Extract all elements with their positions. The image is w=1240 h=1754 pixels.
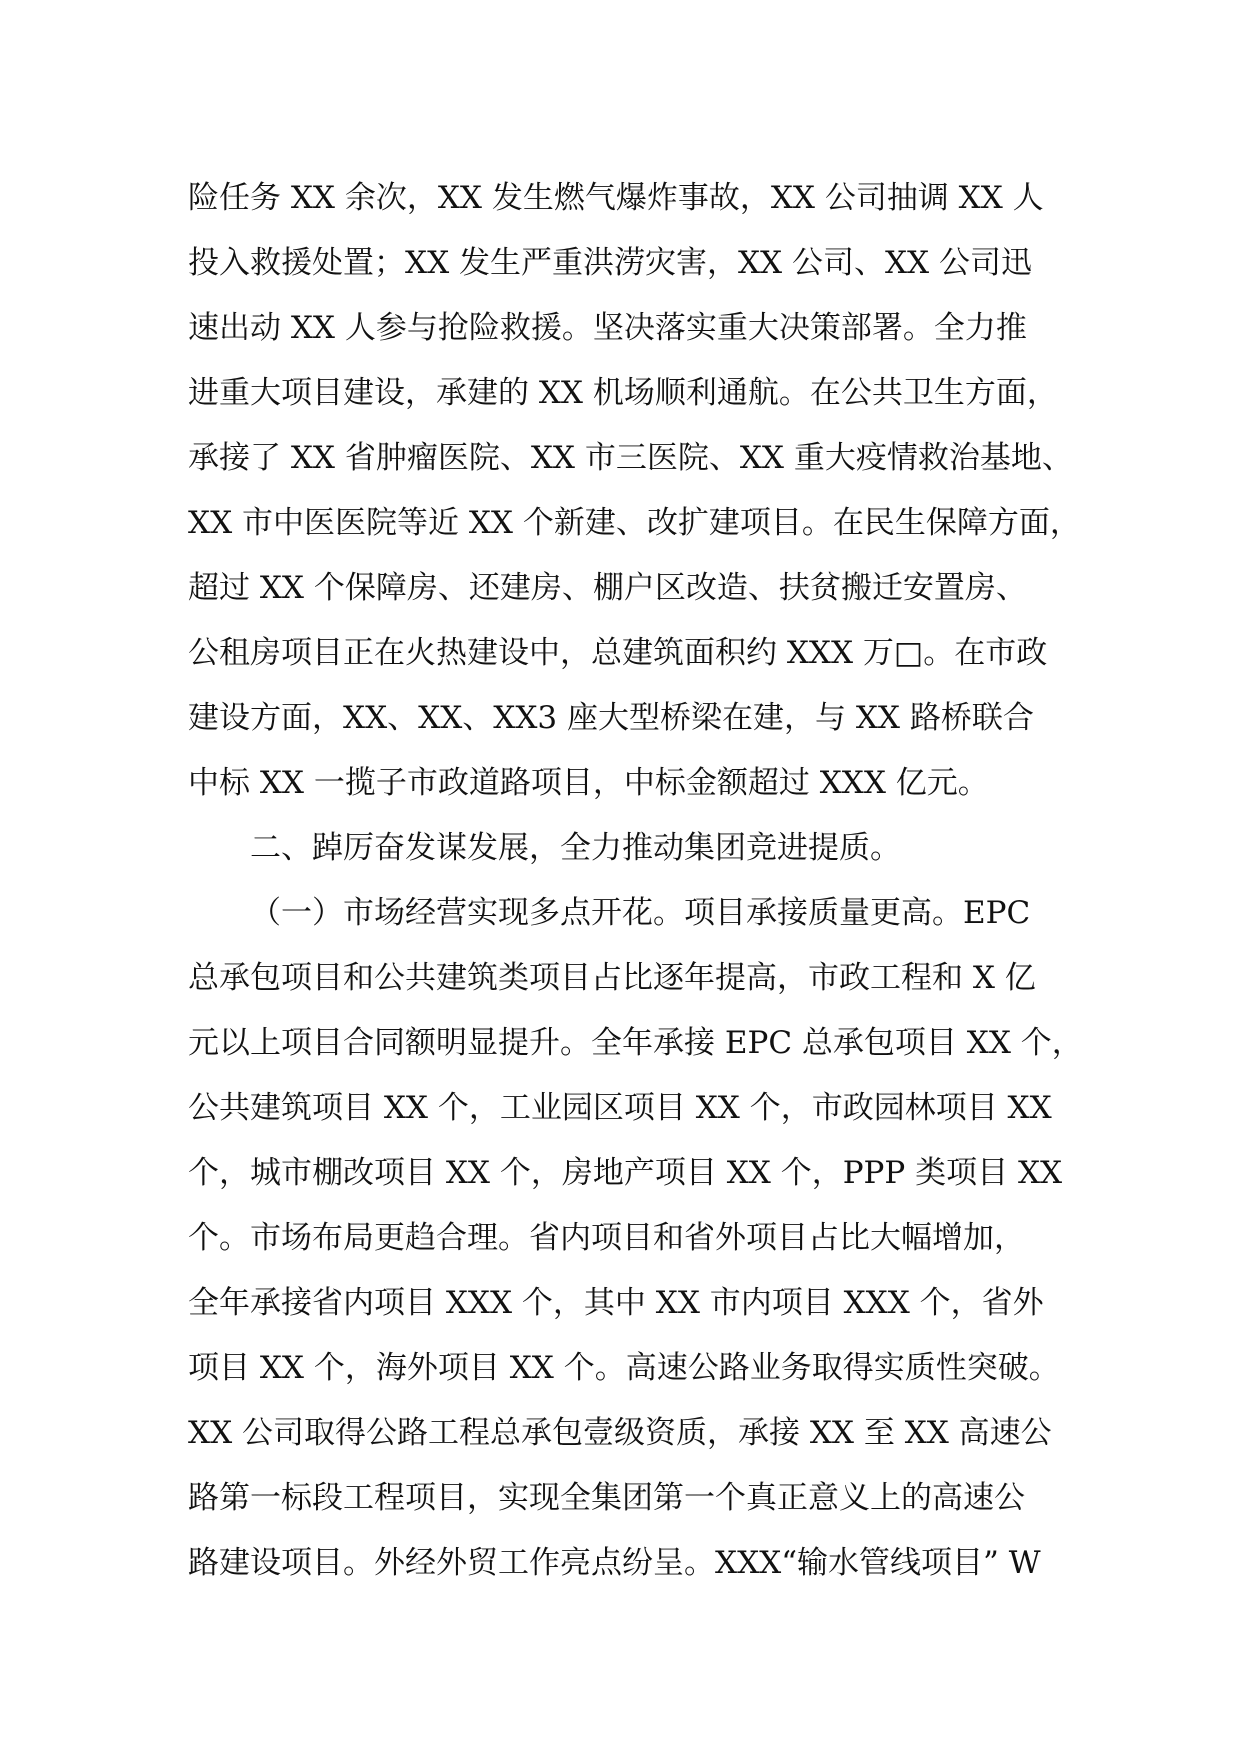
text-line: 元以上项目合同额明显提升。全年承接 EPC 总承包项目 XX 个， [188, 1025, 1083, 1061]
text-line: 进重大项目建设，承建的 XX 机场顺利通航。在公共卫生方面， [188, 375, 1058, 411]
text-line: 险任务 XX 余次，XX 发生燃气爆炸事故，XX 公司抽调 XX 人 [188, 180, 1044, 216]
text-line: 公共建筑项目 XX 个，工业园区项目 XX 个，市政园林项目 XX [188, 1090, 1052, 1126]
text-line: 超过 XX 个保障房、还建房、棚户区改造、扶贫搬迁安置房、 [188, 570, 1027, 606]
text-line: 中标 XX 一揽子市政道路项目，中标金额超过 XXX 亿元。 [188, 765, 989, 801]
text-line: 全年承接省内项目 XXX 个，其中 XX 市内项目 XXX 个，省外 [188, 1285, 1044, 1321]
text-line: 个，城市棚改项目 XX 个，房地产项目 XX 个，PPP 类项目 XX [188, 1155, 1063, 1191]
text-line: 速出动 XX 人参与抢险救援。坚决落实重大决策部署。全力推 [188, 310, 1027, 346]
text-line: 项目 XX 个，海外项目 XX 个。高速公路业务取得实质性突破。 [188, 1350, 1060, 1386]
paragraph-start-line: 二、踔厉奋发谋发展，全力推动集团竞进提质。 [250, 830, 901, 866]
body-text [188, 166, 1088, 1596]
text-line: 总承包项目和公共建筑类项目占比逐年提高，市政工程和 X 亿 [188, 960, 1036, 996]
text-line: XX 市中医医院等近 XX 个新建、改扩建项目。在民生保障方面， [188, 505, 1081, 541]
text-line: 路第一标段工程项目，实现全集团第一个真正意义上的高速公 [188, 1480, 1025, 1516]
text-line: 个。市场布局更趋合理。省内项目和省外项目占比大幅增加， [188, 1220, 1025, 1256]
text-line: 投入救援处置；XX 发生严重洪涝灾害，XX 公司、XX 公司迅 [188, 245, 1032, 281]
text-line: 路建设项目。外经外贸工作亮点纷呈。XXX“输水管线项目” W [188, 1545, 1041, 1581]
text-line: 建设方面，XX、XX、XX3 座大型桥梁在建，与 XX 路桥联合 [188, 700, 1034, 736]
text-line: XX 公司取得公路工程总承包壹级资质，承接 XX 至 XX 高速公 [188, 1415, 1052, 1451]
text-line: 公租房项目正在火热建设中，总建筑面积约 XXX 万□。在市政 [188, 635, 1048, 671]
paragraph-start-line: （一）市场经营实现多点开花。项目承接质量更高。EPC [250, 895, 1031, 931]
text-line: 承接了 XX 省肿瘤医院、XX 市三医院、XX 重大疫情救治基地、 [188, 440, 1073, 476]
